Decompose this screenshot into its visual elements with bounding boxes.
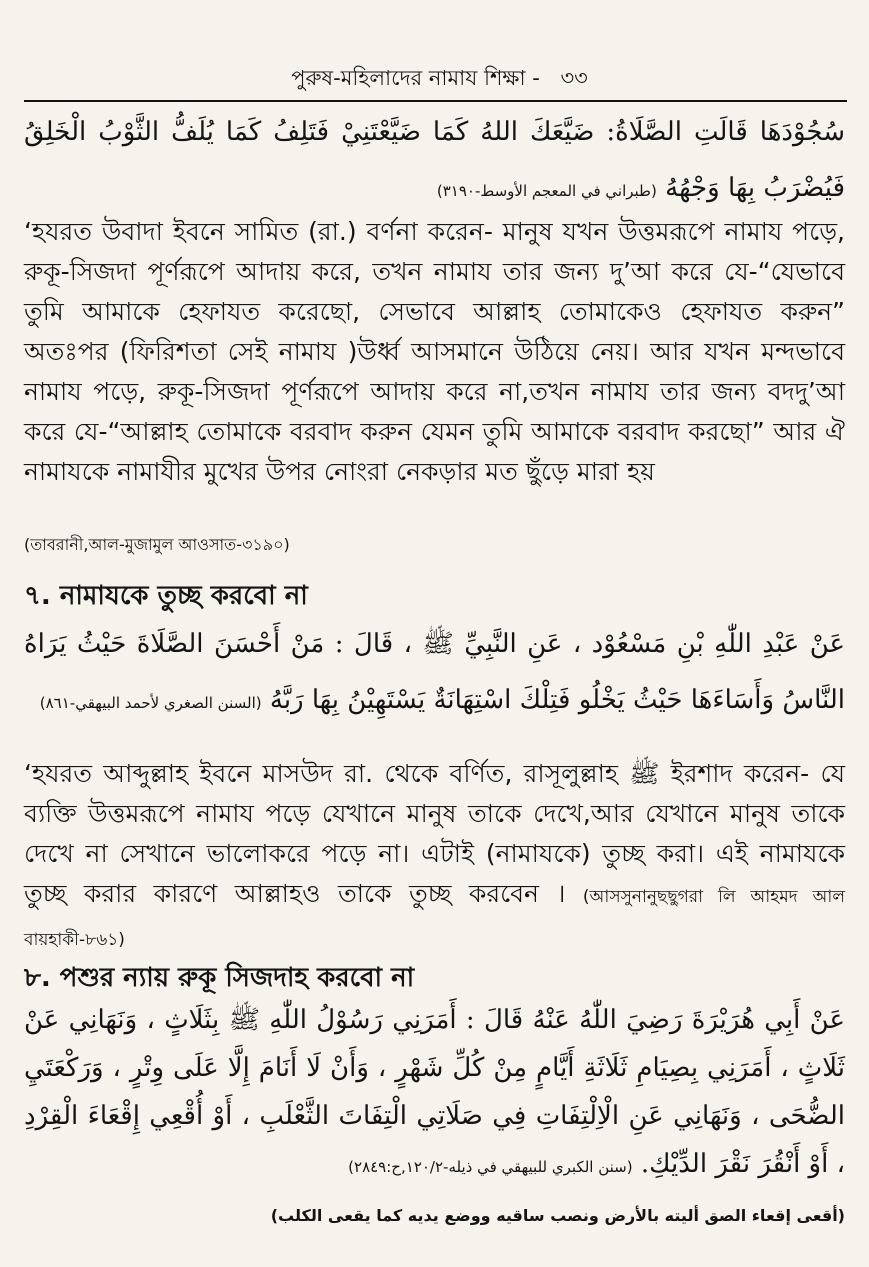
page-number: ৩৩ xyxy=(560,66,588,90)
arabic-hadith-3 xyxy=(24,996,845,1191)
bengali-text-2: ‘হযরত আব্দুল্লাহ ইবনে মাসউদ রা. থেকে বর্ণিত, রাসূলুল্লাহ ﷺ ইরশাদ করেন- যে ব্যক্তি উত্তমরূপে নামায পড়ে যেখানে মানুষ তাকে দেখে,আর যেখানে মানুষ তাকে দেখে না সেখানে ভালোকরে পড়ে না। এটাই (নামাযকে) তুচ্ছ করা। এই নামাযকে তুচ্ছ করার কারণে আল্লাহও তাকে তুচ্ছ করবেন । xyxy=(24,759,846,908)
section-7-heading: ৭. নামাযকে তুচ্ছ করবো না xyxy=(24,581,308,611)
page-header xyxy=(40,60,839,96)
arabic-hadith-1 xyxy=(24,104,845,219)
arabic-footnote: (أقعى إقعاء الصق أليته بالأرض ونصب ساقيه ووضع يديه كما يقعى الكلب) xyxy=(270,1206,845,1225)
arabic-reference-3: (سنن الكبري للبيهقي في ذيله-١٢٠/٢,ح:٢٨٤٩) xyxy=(348,1158,633,1176)
header-rule xyxy=(24,100,847,102)
bengali-translation-2 xyxy=(24,754,845,960)
running-title: পুরুষ-মহিলাদের নামায শিক্ষা - xyxy=(291,66,540,90)
arabic-hadith-2 xyxy=(24,616,845,731)
arabic-text-3: عَنْ أَبِي هُرَيْرَةَ رَضِيَ اللّٰهُ عَنْهُ قَالَ : أَمَرَنِي رَسُوْلُ اللّٰهِ ﷺ بِثَلَاثٍ ، وَنَهَانِي عَنْ ثَلَاثٍ ، أَمَرَنِي بِصِيَامِ ثَلَاثَةِ أَيَّامٍ مِنْ كُلِّ شَهْرٍ ، وَأَنْ لَا أَنَامَ إِلَّا عَلَى وِتْرٍ ، وَرَكْعَتَيِ الضُّحَى ، وَنَهَانِي عَنِ الْاِلْتِفَاتِ فِي صَلَاتِي الْتِفَاتَ الثَّعْلَبِ ، أَوْ أُقْعِي إِقْعَاءَ الْقِرْدِ ، أَوْ أَنْقُرَ نَقْرَ الدِّيْكِ. xyxy=(24,1005,845,1179)
bengali-source-1: (তাবরানী,আল-মুজামুল আওসাত-৩১৯০) xyxy=(24,535,290,554)
bengali-translation-1 xyxy=(24,212,845,492)
bengali-text-1: ‘হযরত উবাদা ইবনে সামিত (রা.) বর্ণনা করেন- মানুষ যখন উত্তমরূপে নামায পড়ে, রুকূ-সিজদা পূর্ণরূপে আদায় করে, তখন নামায তার জন্য দু’আ করে যে-“যেভাবে তুমি আমাকে হেফাযত করেছো, সেভাবে আল্লাহ তোমাকেও হেফাযত করুন” অতঃপর (ফিরিশতা সেই নামায )উর্ধ্ব আসমানে উঠিয়ে নেয়। আর যখন মন্দভাবে নামায পড়ে, রুকূ-সিজদা পূর্ণরূপে আদায় করে না,তখন নামায তার জন্য বদদু’আ করে যে-“আল্লাহ তোমাকে বরবাদ করুন যেমন তুমি আমাকে বরবাদ করছো” আর ঐ নামাযকে নামাযীর মুখের উপর নোংরা নেকড়ার মত ছুঁড়ে মারা হয় xyxy=(24,217,845,486)
bengali-source-2: (আসসুনানুছছুগরা লি আহমদ আল বায়হাকী-৮৬১) xyxy=(24,887,845,950)
arabic-text-2: عَنْ عَبْدِ اللّٰهِ بْنِ مَسْعُوْد ، عَنِ النَّبِيِّ ﷺ ، قَالَ : مَنْ أَحْسَنَ الصَّلَاةَ حَيْثُ يَرَاهُ النَّاسُ وَأَسَاءَهَا حَيْثُ يَخْلُو فَتِلْكَ اسْتِهَانَةٌ يَسْتَهِيْنُ بِهَا رَبَّهُ xyxy=(24,629,845,715)
arabic-reference-1: (طبراني في المعجم الأوسط-٣١٩٠) xyxy=(436,182,657,200)
arabic-text-1: سُجُوْدَهَا قَالَتِ الصَّلَاةُ: ضَيَّعَكَ اللهُ كَمَا ضَيَّعْتَنِيْ فَتَلِفُ كَمَا يُلَفُّ الثَّوْبُ الْخَلِقُ فَيُضْرَبُ بِهَا وَجْهُهُ xyxy=(24,117,845,203)
section-8-heading: ৮. পশুর ন্যায় রুকূ সিজদাহ করবো না xyxy=(24,963,415,993)
arabic-reference-2: (السنن الصغري لأحمد البيهقي-٨٦١) xyxy=(39,694,262,712)
